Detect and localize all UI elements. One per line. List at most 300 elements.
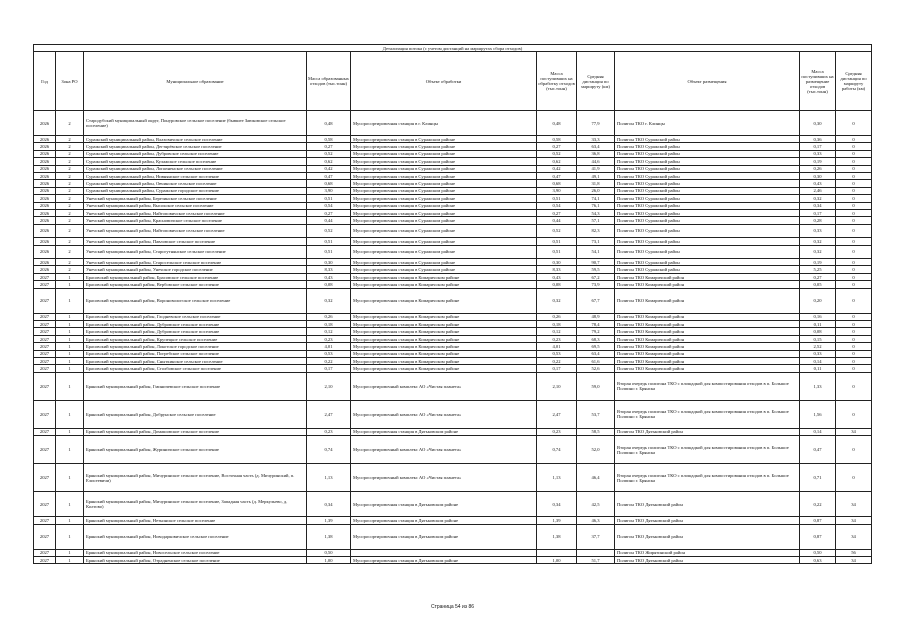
cell-mass-to-disposal: 0,30 (800, 111, 836, 136)
cell-year: 2027 (34, 288, 56, 313)
cell-avg-distance-route: 0 (836, 436, 872, 464)
header-zone: Зона РО (56, 52, 84, 111)
header-mass-to-disposal: Масса поступивших на размещение отходов (тыс.тонн) (800, 52, 836, 111)
cell-avg-distance: 49,1 (577, 172, 615, 179)
table-row (34, 158, 872, 165)
cell-mass-formed: 4,01 (307, 343, 351, 350)
cell-avg-distance-route: 0 (836, 372, 872, 400)
table-row (34, 238, 872, 245)
cell-avg-distance-route: 0 (836, 259, 872, 266)
cell-processing-object: Мусоросортировочная станция в Комаричском районе (351, 357, 537, 364)
cell-mass-to-disposal: 1,33 (800, 372, 836, 400)
cell-year: 2027 (34, 400, 56, 428)
cell-avg-distance: 73,1 (577, 238, 615, 245)
cell-avg-distance: 63,4 (577, 143, 615, 150)
cell-mass-formed: 0,48 (307, 111, 351, 136)
cell-municipality: Брасовский муниципальный район, Брасовское сельское поселение (84, 273, 307, 280)
table-row (34, 187, 872, 194)
page-number: Страница 54 из 86 (430, 604, 475, 610)
cell-mass-formed: 3,90 (307, 187, 351, 194)
cell-mass-formed: 0,43 (307, 273, 351, 280)
cell-disposal-object: Полигон ТКО Комаричский район (615, 273, 800, 280)
cell-mass-formed: 8,33 (307, 266, 351, 273)
cell-processing-object: Мусоросортировочная станция в Дятьковском районе (351, 556, 537, 563)
cell-mass-formed: 2,47 (307, 400, 351, 428)
header-disposal-object: Объект размещения (615, 52, 800, 111)
cell-disposal-object: Полигон ТКО Комаричский район (615, 335, 800, 342)
cell-mass-formed: 0,68 (307, 180, 351, 187)
cell-processing-object: Мусоросортировочная станция в Суражском районе (351, 238, 537, 245)
cell-avg-distance: 52,6 (577, 365, 615, 372)
cell-processing-object: Мусоросортировочная станция в Дятьковском районе (351, 428, 537, 435)
cell-avg-distance: 67,2 (577, 273, 615, 280)
cell-mass-to-processing: 0,34 (537, 492, 577, 517)
cell-mass-to-disposal: 0,32 (800, 195, 836, 202)
cell-disposal-object: Полигон ТКО Комаричский район (615, 350, 800, 357)
cell-mass-to-processing: 0,74 (537, 436, 577, 464)
cell-year: 2026 (34, 195, 56, 202)
table-row (34, 549, 872, 556)
table-row (34, 335, 872, 342)
cell-avg-distance: 82,3 (577, 224, 615, 238)
cell-year: 2026 (34, 136, 56, 143)
cell-processing-object: Мусоросортировочная станция в Суражском районе (351, 136, 537, 143)
cell-year: 2027 (34, 328, 56, 335)
cell-mass-to-disposal: 0,34 (800, 202, 836, 209)
cell-processing-object: Мусоросортировочная станция в Суражском районе (351, 150, 537, 157)
cell-mass-to-disposal: 0,47 (800, 436, 836, 464)
cell-disposal-object: Полигон ТКО Суражский район (615, 172, 800, 179)
cell-year: 2027 (34, 343, 56, 350)
cell-mass-formed: 0,52 (307, 224, 351, 238)
cell-mass-to-disposal: 0,16 (800, 313, 836, 320)
cell-mass-formed: 0,44 (307, 217, 351, 224)
cell-avg-distance: 78,4 (577, 321, 615, 328)
cell-disposal-object: Полигон ТКО Суражский район (615, 217, 800, 224)
cell-mass-to-disposal: 0,43 (800, 180, 836, 187)
cell-avg-distance: 31,8 (577, 180, 615, 187)
cell-year: 2027 (34, 335, 56, 342)
cell-disposal-object: Полигон ТКО Суражский район (615, 238, 800, 245)
cell-mass-formed: 0,27 (307, 143, 351, 150)
cell-processing-object: Мусоросортировочная станция в Комаричском районе (351, 365, 537, 372)
cell-mass-to-disposal: 0,27 (800, 273, 836, 280)
cell-disposal-object: Полигон ТКО Суражский район (615, 202, 800, 209)
cell-municipality: Суражский муниципальный район, Влазовичское сельское поселение (84, 136, 307, 143)
cell-municipality: Брянский муниципальный район, Домашовское сельское поселение (84, 428, 307, 435)
cell-disposal-object: Полигон ТКО Суражский район (615, 187, 800, 194)
table-row (34, 517, 872, 524)
cell-year: 2027 (34, 428, 56, 435)
cell-mass-to-processing: 0,42 (537, 165, 577, 172)
table-row (34, 266, 872, 273)
header-mass-formed: Масса образованных отходов (тыс.тонн) (307, 52, 351, 111)
cell-avg-distance-route: 0 (836, 217, 872, 224)
cell-mass-to-disposal: 2,46 (800, 187, 836, 194)
cell-avg-distance: 76,1 (577, 202, 615, 209)
cell-year: 2026 (34, 245, 56, 259)
cell-avg-distance: 41,9 (577, 165, 615, 172)
cell-mass-to-processing: 0,27 (537, 143, 577, 150)
header-municipality: Муниципальное образование (84, 52, 307, 111)
cell-avg-distance: 61,6 (577, 357, 615, 364)
cell-mass-formed: 0,12 (307, 328, 351, 335)
cell-avg-distance: 59,5 (577, 266, 615, 273)
cell-mass-formed: 0,08 (307, 281, 351, 288)
cell-zone: 2 (56, 158, 84, 165)
cell-avg-distance: 90,7 (577, 259, 615, 266)
cell-mass-to-disposal: 0,32 (800, 238, 836, 245)
cell-avg-distance-route: 34 (836, 492, 872, 517)
cell-disposal-object: Вторая очередь полигона ТКО с площадкой для компостирования отходов в п. Большое Полпино г. Брянска (615, 372, 800, 400)
table-row (34, 436, 872, 464)
cell-avg-distance-route: 0 (836, 187, 872, 194)
cell-municipality: Брасовский муниципальный район, Глодневское сельское поселение (84, 313, 307, 320)
cell-processing-object: Мусоросортировочная станция в Суражском районе (351, 259, 537, 266)
cell-processing-object: Мусоросортировочный комплекс АО «Чистая планета» (351, 400, 537, 428)
table-row (34, 328, 872, 335)
table-row (34, 288, 872, 313)
cell-year: 2026 (34, 209, 56, 216)
cell-avg-distance-route: 0 (836, 172, 872, 179)
cell-mass-to-processing: 0,17 (537, 365, 577, 372)
cell-mass-formed: 1,39 (307, 517, 351, 524)
cell-year: 2026 (34, 111, 56, 136)
cell-disposal-object: Полигон ТКО Дятьковский район (615, 492, 800, 517)
table-row (34, 172, 872, 179)
cell-mass-to-processing: 0,51 (537, 245, 577, 259)
cell-year: 2027 (34, 313, 56, 320)
cell-zone: 1 (56, 372, 84, 400)
cell-processing-object: Мусоросортировочная станция в Суражском районе (351, 195, 537, 202)
cell-avg-distance-route: 0 (836, 224, 872, 238)
cell-avg-distance-route: 0 (836, 111, 872, 136)
cell-processing-object: Мусоросортировочная станция в Суражском районе (351, 187, 537, 194)
cell-municipality: Брасовский муниципальный район, Вороновологское сельское поселение (84, 288, 307, 313)
cell-mass-to-disposal: 0,87 (800, 517, 836, 524)
cell-zone: 1 (56, 273, 84, 280)
cell-avg-distance: 67,7 (577, 288, 615, 313)
cell-mass-formed: 0,54 (307, 202, 351, 209)
cell-processing-object: Мусоросортировочная станция в Комаричском районе (351, 273, 537, 280)
cell-processing-object: Мусоросортировочный комплекс АО «Чистая планета» (351, 372, 537, 400)
waste-flow-table (33, 44, 872, 564)
cell-disposal-object: Полигон ТКО Жирятинский район (615, 549, 800, 556)
cell-processing-object: Мусоросортировочная станция в Суражском районе (351, 172, 537, 179)
table-row (34, 428, 872, 435)
table-row (34, 150, 872, 157)
cell-zone: 2 (56, 187, 84, 194)
table-row (34, 136, 872, 143)
cell-municipality: Брянский муниципальный район, Нетьинское сельское поселение (84, 517, 307, 524)
cell-municipality: Брянский муниципальный район, Гминичевское сельское поселение (84, 372, 307, 400)
cell-avg-distance-route: 0 (836, 273, 872, 280)
cell-mass-formed: 0,18 (307, 321, 351, 328)
cell-mass-formed: 0,26 (307, 313, 351, 320)
cell-mass-to-processing: 0,22 (537, 357, 577, 364)
cell-processing-object: Мусоросортировочный комплекс АО «Чистая планета» (351, 436, 537, 464)
cell-avg-distance: 46,4 (577, 464, 615, 492)
cell-avg-distance-route: 0 (836, 202, 872, 209)
cell-avg-distance: 74,1 (577, 195, 615, 202)
cell-year: 2026 (34, 150, 56, 157)
cell-mass-to-disposal: 0,32 (800, 245, 836, 259)
cell-mass-to-processing: 0,27 (537, 209, 577, 216)
cell-year: 2027 (34, 556, 56, 563)
cell-avg-distance-route: 0 (836, 143, 872, 150)
cell-mass-to-disposal: 0,14 (800, 428, 836, 435)
cell-avg-distance: 57,1 (577, 217, 615, 224)
cell-avg-distance-route: 34 (836, 517, 872, 524)
cell-mass-to-disposal: 0,26 (800, 165, 836, 172)
cell-disposal-object: Полигон ТКО Комаричский район (615, 328, 800, 335)
table-row (34, 202, 872, 209)
cell-mass-formed: 0,42 (307, 165, 351, 172)
table-row (34, 350, 872, 357)
cell-municipality: Суражский муниципальный район, Овчинское сельское поселение (84, 180, 307, 187)
cell-mass-to-disposal: 0,08 (800, 328, 836, 335)
cell-processing-object: Мусоросортировочная станция в Комаричском районе (351, 321, 537, 328)
cell-zone: 2 (56, 217, 84, 224)
cell-zone: 1 (56, 313, 84, 320)
cell-mass-to-processing: 0,08 (537, 281, 577, 288)
cell-municipality: Суражский муниципальный район, Дегтярёвское сельское поселение (84, 143, 307, 150)
cell-zone: 2 (56, 259, 84, 266)
cell-zone: 2 (56, 136, 84, 143)
cell-mass-to-disposal: 5,25 (800, 266, 836, 273)
cell-zone: 1 (56, 281, 84, 288)
cell-mass-to-disposal: 0,20 (800, 288, 836, 313)
cell-mass-to-disposal: 0,14 (800, 357, 836, 364)
cell-zone: 1 (56, 321, 84, 328)
cell-zone: 1 (56, 428, 84, 435)
header-processing-object: Объект обработки (351, 52, 537, 111)
cell-avg-distance-route: 0 (836, 365, 872, 372)
cell-avg-distance-route: 0 (836, 335, 872, 342)
cell-mass-to-processing: 0,58 (537, 136, 577, 143)
cell-processing-object: Мусоросортировочная станция в Комаричском районе (351, 335, 537, 342)
table-row (34, 464, 872, 492)
cell-zone: 1 (56, 400, 84, 428)
cell-municipality: Унечский муниципальный район, Найтоповичское сельское поселение (84, 224, 307, 238)
document-page (33, 44, 871, 564)
cell-municipality: Унечский муниципальный район, Березинское сельское поселение (84, 195, 307, 202)
table-row (34, 217, 872, 224)
cell-avg-distance-route: 0 (836, 288, 872, 313)
cell-municipality: Унечский муниципальный район, Старосельское сельское поселение (84, 259, 307, 266)
cell-year: 2026 (34, 180, 56, 187)
cell-avg-distance: 36,8 (577, 150, 615, 157)
cell-avg-distance-route: 0 (836, 357, 872, 364)
cell-mass-to-processing: 0,52 (537, 150, 577, 157)
cell-municipality: Суражский муниципальный район, Кулажское сельское поселение (84, 158, 307, 165)
cell-mass-to-processing: 1,00 (537, 556, 577, 563)
cell-mass-to-disposal: 0,19 (800, 158, 836, 165)
cell-zone: 1 (56, 549, 84, 556)
cell-disposal-object: Полигон ТКО Комаричский район (615, 281, 800, 288)
table-row (34, 245, 872, 259)
cell-year: 2027 (34, 549, 56, 556)
cell-municipality: Брянский муниципальный район, Новодарковичское сельское поселение (84, 524, 307, 549)
cell-municipality: Брянский муниципальный район, Журиничское сельское поселение (84, 436, 307, 464)
cell-year: 2026 (34, 187, 56, 194)
cell-mass-to-disposal: 0,19 (800, 259, 836, 266)
cell-avg-distance: 51,7 (577, 556, 615, 563)
cell-year: 2027 (34, 524, 56, 549)
cell-zone: 1 (56, 524, 84, 549)
cell-disposal-object: Полигон ТКО Суражский район (615, 245, 800, 259)
cell-mass-formed: 1,38 (307, 524, 351, 549)
cell-processing-object (351, 549, 537, 556)
cell-disposal-object: Полигон ТКО Суражский район (615, 158, 800, 165)
cell-avg-distance-route: 0 (836, 209, 872, 216)
cell-mass-to-processing: 0,30 (537, 259, 577, 266)
cell-avg-distance: 58,5 (577, 428, 615, 435)
cell-year: 2027 (34, 350, 56, 357)
cell-year: 2027 (34, 517, 56, 524)
cell-processing-object: Мусоросортировочная станция в Комаричском районе (351, 328, 537, 335)
table-row (34, 313, 872, 320)
cell-year: 2026 (34, 202, 56, 209)
cell-mass-to-disposal: 1,56 (800, 400, 836, 428)
cell-avg-distance-route: 0 (836, 343, 872, 350)
cell-year: 2026 (34, 143, 56, 150)
cell-municipality: Унечский муниципальный район, Высокское сельское поселение (84, 202, 307, 209)
cell-mass-formed: 0,17 (307, 365, 351, 372)
cell-mass-to-processing: 0,23 (537, 428, 577, 435)
cell-zone: 1 (56, 436, 84, 464)
cell-mass-to-processing (537, 549, 577, 556)
cell-mass-formed: 0,53 (307, 350, 351, 357)
cell-municipality: Унечский муниципальный район, Найтоповичское сельское поселение (84, 209, 307, 216)
cell-disposal-object: Полигон ТКО Суражский район (615, 180, 800, 187)
cell-processing-object: Мусоросортировочная станция в Суражском районе (351, 158, 537, 165)
cell-avg-distance-route: 0 (836, 150, 872, 157)
cell-zone: 2 (56, 111, 84, 136)
cell-mass-to-processing: 0,47 (537, 172, 577, 179)
cell-mass-to-disposal: 0,33 (800, 350, 836, 357)
cell-zone: 2 (56, 202, 84, 209)
cell-mass-to-disposal: 0,11 (800, 321, 836, 328)
cell-mass-to-disposal: 0,33 (800, 224, 836, 238)
cell-mass-to-disposal: 0,50 (800, 549, 836, 556)
cell-municipality: Брянский муниципальный район, Мичуринское сельское поселение, Западная часть (д. Меркульево, д. Колтово) (84, 492, 307, 517)
cell-mass-to-processing: 0,62 (537, 158, 577, 165)
cell-year: 2027 (34, 321, 56, 328)
header-year: Год (34, 52, 56, 111)
cell-avg-distance-route: 34 (836, 428, 872, 435)
cell-processing-object: Мусоросортировочный комплекс АО «Чистая планета» (351, 464, 537, 492)
cell-processing-object: Мусоросортировочная станция в г. Клинцы (351, 111, 537, 136)
cell-municipality: Брасовский муниципальный район, Погребское сельское поселение (84, 350, 307, 357)
cell-mass-formed: 0,32 (307, 288, 351, 313)
cell-zone: 1 (56, 492, 84, 517)
cell-avg-distance: 26,0 (577, 187, 615, 194)
cell-mass-to-processing: 8,33 (537, 266, 577, 273)
cell-mass-to-processing: 0,51 (537, 195, 577, 202)
cell-mass-to-disposal: 0,30 (800, 172, 836, 179)
cell-mass-to-disposal: 0,05 (800, 281, 836, 288)
table-row (34, 165, 872, 172)
cell-year: 2027 (34, 365, 56, 372)
cell-zone: 1 (56, 335, 84, 342)
cell-mass-to-processing: 0,53 (537, 350, 577, 357)
cell-mass-formed: 0,74 (307, 436, 351, 464)
cell-municipality: Брасовский муниципальный район, Крупецкое сельское поселение (84, 335, 307, 342)
cell-mass-to-processing: 1,38 (537, 524, 577, 549)
table-row (34, 400, 872, 428)
cell-municipality: Брасовский муниципальный район, Дубровское сельское поселение (84, 321, 307, 328)
cell-mass-to-disposal: 0,63 (800, 556, 836, 563)
cell-mass-to-processing: 4,01 (537, 343, 577, 350)
cell-municipality: Брасовский муниципальный район, Столбовское сельское поселение (84, 365, 307, 372)
cell-mass-formed: 0,51 (307, 195, 351, 202)
cell-avg-distance: 54,1 (577, 245, 615, 259)
cell-mass-to-disposal: 0,36 (800, 136, 836, 143)
cell-mass-to-processing: 0,68 (537, 180, 577, 187)
cell-year: 2027 (34, 281, 56, 288)
cell-avg-distance: 37,7 (577, 524, 615, 549)
cell-processing-object: Мусоросортировочная станция в Комаричском районе (351, 350, 537, 357)
cell-disposal-object: Полигон ТКО Дятьковский район (615, 517, 800, 524)
cell-zone: 2 (56, 180, 84, 187)
cell-municipality: Брянский муниципальный район, Отрадненское сельское поселение (84, 556, 307, 563)
cell-zone: 2 (56, 266, 84, 273)
cell-year: 2027 (34, 357, 56, 364)
cell-mass-to-processing: 2,10 (537, 372, 577, 400)
table-body (34, 111, 872, 564)
cell-zone: 1 (56, 517, 84, 524)
cell-avg-distance-route: 0 (836, 350, 872, 357)
cell-mass-to-disposal: 2,52 (800, 343, 836, 350)
cell-mass-to-processing: 0,12 (537, 328, 577, 335)
cell-zone: 2 (56, 143, 84, 150)
cell-municipality: Суражский муниципальный район, Лопазненское сельское поселение (84, 165, 307, 172)
cell-mass-to-processing: 1,13 (537, 464, 577, 492)
cell-mass-to-disposal: 0,17 (800, 209, 836, 216)
cell-mass-to-processing: 0,43 (537, 273, 577, 280)
table-row (34, 372, 872, 400)
table-row (34, 556, 872, 563)
cell-processing-object: Мусоросортировочная станция в Комаричском районе (351, 288, 537, 313)
cell-processing-object: Мусоросортировочная станция в Комаричском районе (351, 343, 537, 350)
cell-mass-formed: 0,23 (307, 335, 351, 342)
cell-processing-object: Мусоросортировочная станция в Дятьковском районе (351, 492, 537, 517)
cell-disposal-object: Полигон ТКО Комаричский район (615, 313, 800, 320)
header-avg-distance: Средняя дистанция по маршруту (км) (577, 52, 615, 111)
cell-disposal-object: Полигон ТКО Суражский район (615, 259, 800, 266)
cell-avg-distance-route: 0 (836, 321, 872, 328)
cell-disposal-object: Полигон ТКО Дятьковский район (615, 524, 800, 549)
cell-avg-distance: 73,9 (577, 281, 615, 288)
table-row (34, 343, 872, 350)
table-caption: Детализация потока (с учетом дистанций на маршрутах сбора отходов) (34, 45, 872, 52)
table-row (34, 111, 872, 136)
cell-year: 2026 (34, 217, 56, 224)
cell-municipality: Унечский муниципальный район, Старогутнянское сельское поселение (84, 245, 307, 259)
cell-mass-formed: 0,27 (307, 209, 351, 216)
cell-mass-formed: 1,00 (307, 556, 351, 563)
cell-zone: 1 (56, 288, 84, 313)
cell-mass-to-disposal: 0,17 (800, 143, 836, 150)
cell-zone: 1 (56, 357, 84, 364)
cell-processing-object: Мусоросортировочная станция в Комаричском районе (351, 313, 537, 320)
cell-disposal-object: Полигон ТКО Комаричский район (615, 321, 800, 328)
cell-mass-formed: 1,13 (307, 464, 351, 492)
cell-disposal-object: Полигон ТКО Суражский район (615, 224, 800, 238)
cell-mass-to-disposal: 0,71 (800, 464, 836, 492)
cell-municipality: Унечский муниципальный район, Павловское сельское поселение (84, 238, 307, 245)
